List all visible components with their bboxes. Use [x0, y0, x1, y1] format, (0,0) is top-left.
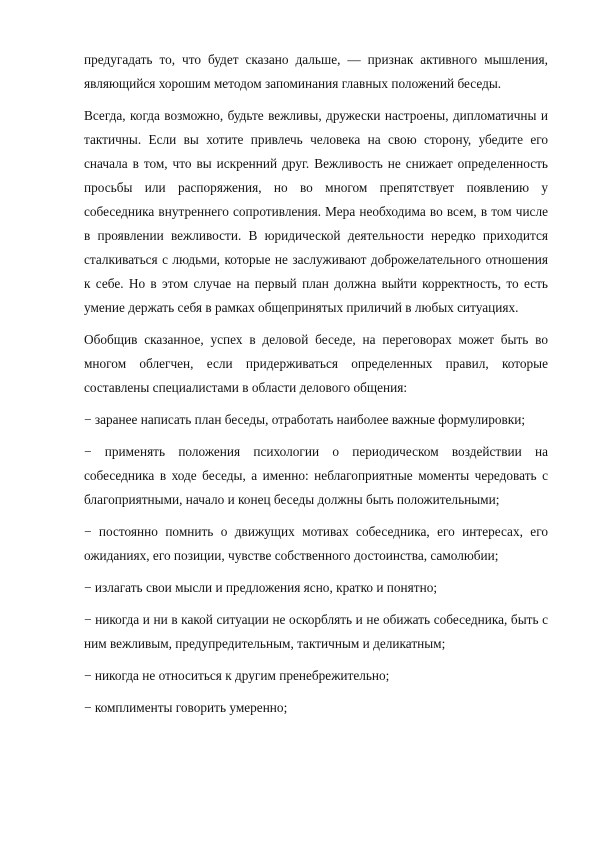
list-item: − излагать свои мысли и предложения ясно, кратко и понятно; [84, 580, 438, 595]
list-item: − постоянно помнить о движущих мотивах собеседника, его интересах, его ожиданиях, его позиции, чувстве собственного достоинства, самолюбии; [84, 524, 548, 563]
list-item: − применять положения психологии о периодическом воздействии на собеседника в ходе беседы, а именно: неблагоприятные моменты чередовать с благоприятными, начало и конец беседы должны быть положительными; [84, 444, 548, 507]
paragraph-summary: Обобщив сказанное, успех в деловой беседе, на переговорах может быть во многом облегчен, если придерживаться определенных правил, которые составлены специалистами в области делового общения: [84, 332, 548, 395]
list-item: − никогда и ни в какой ситуации не оскорблять и не обижать собеседника, быть с ним вежливым, предупредительным, тактичным и деликатным; [84, 612, 548, 651]
list-item: − комплименты говорить умеренно; [84, 700, 288, 715]
paragraph-politeness: Всегда, когда возможно, будьте вежливы, дружески настроены, дипломатичны и тактичны. Если вы хотите привлечь человека на свою сторону, убедите его сначала в том, что вы искренний друг. Вежливость не снижает определенность просьбы или распоряжения, но во многом препятствует появлению у собеседника внутреннего сопротивления. Мера необходима во всем, в том числе в проявлении вежливости. В юридической деятельности нередко приходится сталкиваться с людьми, которые не заслуживают доброжелательного отношения к себе. Но в этом случае на первый план должна выйти корректность, то есть умение держать себя в рамках общепринятых приличий в любых ситуациях. [84, 108, 548, 315]
paragraph-continuation: предугадать то, что будет сказано дальше, — признак активного мышления, являющийся хорошим методом запоминания главных положений беседы. [84, 52, 548, 91]
list-item: − заранее написать план беседы, отработать наиболее важные формулировки; [84, 412, 526, 427]
document-page [84, 48, 548, 728]
list-item: − никогда не относиться к другим пренебрежительно; [84, 668, 390, 683]
